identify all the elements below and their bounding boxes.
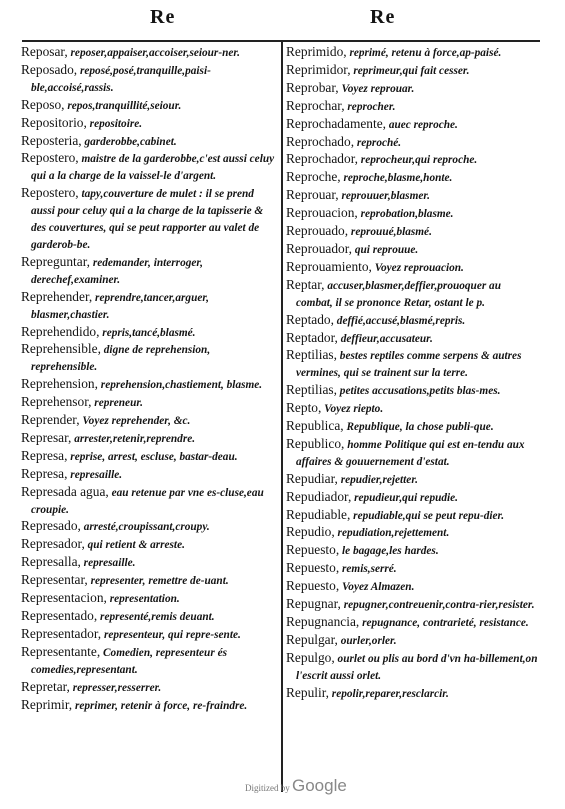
entry-headword: Repuesto, [286, 578, 340, 594]
dictionary-entry [21, 341, 278, 376]
entry-definition: reprimer, retenir à force, re-fraindre. [72, 699, 248, 712]
entry-headword: Repugnar, [286, 596, 341, 612]
dictionary-entry [21, 133, 278, 151]
entry-definition: petites accusations,petits blas-mes. [336, 385, 501, 398]
dictionary-entry [21, 679, 278, 697]
dictionary-entry [286, 312, 540, 330]
entry-definition: qui reprouue. [352, 243, 419, 256]
entry-definition: Voyez reprouar. [338, 82, 415, 95]
entry-definition: reprimé, retenu à force,ap-paisé. [346, 47, 502, 59]
entry-definition: reprouué,blasmé. [348, 226, 432, 239]
entry-headword: Repositorio, [21, 114, 87, 130]
entry-headword: Reprouamiento, [286, 258, 372, 274]
entry-headword: Reptador, [286, 329, 338, 345]
entry-headword: Repudiador, [286, 488, 352, 504]
dictionary-entry [286, 330, 540, 348]
entry-headword: Repulgo, [286, 649, 335, 665]
entry-headword: Reptilias, [286, 347, 337, 363]
dictionary-entry [21, 626, 278, 644]
column-divider [281, 40, 283, 792]
dictionary-entry [286, 382, 540, 400]
entry-definition: repreneur. [91, 397, 143, 410]
dictionary-entry [21, 115, 278, 133]
entry-headword: Republica, [286, 418, 344, 434]
dictionary-entry [21, 394, 278, 412]
entry-definition: digne de reprehension, reprehensible. [31, 344, 211, 374]
dictionary-entry [21, 254, 278, 289]
entry-definition: representer, remettre de-uant. [87, 575, 229, 588]
dictionary-entry [286, 489, 540, 507]
entry-headword: Repreguntar, [21, 253, 90, 269]
entry-definition: deffié,accusé,blasmé,repris. [333, 314, 466, 327]
dictionary-entry [286, 436, 540, 471]
entry-definition: repositoire. [86, 117, 143, 130]
dictionary-entry [286, 44, 540, 62]
entry-definition: accuser,blasmer,deffier,prouoquer au combat, il se prononce Retar, ostant le p. [296, 279, 501, 309]
entry-definition: le bagage,les hardes. [339, 545, 439, 558]
entry-definition: Comedien, representeur és comedies,representant. [31, 646, 227, 676]
entry-definition: bestes reptiles comme serpens & autres vermines, qui se trainent sur la terre. [296, 350, 522, 380]
entry-headword: Reposado, [21, 61, 78, 77]
dictionary-entry [21, 430, 278, 448]
dictionary-entry [286, 223, 540, 241]
dictionary-entry [21, 185, 278, 254]
entry-headword: Representante, [21, 643, 101, 659]
dictionary-entry [286, 685, 540, 703]
entry-definition: maistre de la garderobbe,c'est aussi celuy qui a la charge de la vaissel-le d'argent. [31, 153, 275, 183]
entry-definition: repugnance, contrarieté, resistance. [359, 617, 529, 629]
entry-headword: Reprouar, [286, 187, 339, 203]
entry-headword: Repuesto, [286, 542, 340, 558]
entry-definition: reprimeur,qui fait cesser. [350, 64, 470, 77]
dictionary-entry [286, 524, 540, 542]
entry-headword: Represado, [21, 518, 81, 534]
entry-definition: Republique, la chose publi-que. [343, 421, 494, 434]
entry-headword: Repugnancia, [286, 614, 360, 629]
entry-headword: Reptado, [286, 311, 334, 327]
entry-headword: Repudiable, [286, 506, 351, 522]
entry-headword: Repostero, [21, 185, 79, 201]
entry-definition: repudier,rejetter. [337, 473, 418, 486]
dictionary-entry [286, 614, 540, 632]
entry-headword: Repudiar, [286, 470, 338, 486]
dictionary-entry [21, 697, 278, 715]
dictionary-entry [21, 484, 278, 519]
dictionary-entry [21, 644, 278, 679]
dictionary-entry [21, 44, 278, 62]
dictionary-entry [286, 578, 540, 596]
left-column [21, 44, 278, 714]
entry-definition: repudieur,qui repudie. [351, 491, 459, 504]
entry-headword: Reprimidor, [286, 61, 351, 77]
entry-definition: Voyez Almazen. [339, 581, 415, 594]
entry-headword: Reposteria, [21, 132, 82, 148]
entry-headword: Represada agua, [21, 483, 109, 499]
dictionary-entry [21, 448, 278, 466]
entry-headword: Repulir, [286, 684, 329, 700]
dictionary-entry [21, 590, 278, 608]
entry-definition: repolir,reparer,resclarcir. [328, 687, 449, 700]
entry-headword: Reprehender, [21, 288, 93, 304]
dictionary-entry [286, 418, 540, 436]
entry-definition: reproche,blasme,honte. [340, 172, 453, 185]
entry-headword: Repulgar, [286, 631, 338, 647]
dictionary-entry [21, 554, 278, 572]
entry-headword: Representacion, [21, 590, 107, 606]
digitized-footer [245, 776, 347, 796]
entry-definition: deffieur,accusateur. [337, 332, 433, 345]
dictionary-entry [286, 80, 540, 98]
entry-definition: ourler,orler. [337, 634, 397, 647]
dictionary-entry [286, 187, 540, 205]
entry-definition: arresté,croupissant,croupy. [80, 521, 210, 534]
entry-definition: representation. [106, 593, 180, 606]
entry-definition: reprise, arrest, escluse, bastar-deau. [67, 450, 238, 463]
entry-definition: reprendre,tancer,arguer, blasmer,chastier. [31, 291, 209, 321]
dictionary-entry [21, 97, 278, 115]
entry-headword: Reprochar, [286, 97, 345, 113]
dictionary-entry [286, 507, 540, 525]
entry-headword: Reprehensible, [21, 341, 101, 357]
entry-definition: garderobbe,cabinet. [81, 135, 177, 148]
digitized-label: Digitized by [245, 783, 290, 793]
entry-headword: Reposo, [21, 96, 65, 112]
entry-definition: homme Politique qui est en-tendu aux affaires & gouuernement d'estat. [296, 438, 525, 468]
entry-headword: Representado, [21, 608, 98, 623]
entry-headword: Repretar, [21, 678, 70, 694]
dictionary-entry [21, 289, 278, 324]
dictionary-entry [21, 412, 278, 430]
entry-definition: arrester,retenir,reprendre. [71, 432, 196, 445]
entry-definition: reprobation,blasme. [357, 208, 454, 221]
dictionary-entry [21, 572, 278, 590]
dictionary-entry [286, 134, 540, 152]
dictionary-entry [21, 466, 278, 484]
dictionary-entry [21, 608, 278, 626]
entry-definition: ourlet ou plis au bord d'vn ha-billement,on l'escrit aussi orlet. [296, 652, 538, 682]
entry-definition: auec reproche. [386, 118, 458, 131]
entry-headword: Repostero, [21, 150, 79, 166]
dictionary-entry [286, 259, 540, 277]
entry-definition: repos,tranquillité,seiour. [64, 99, 182, 112]
entry-definition: reprocheur,qui reproche. [357, 154, 478, 167]
entry-headword: Represa, [21, 447, 68, 463]
entry-definition: reprouuer,blasmer. [338, 190, 430, 203]
entry-definition: repudiation,rejettement. [334, 527, 450, 540]
entry-definition: reprehension,chastiement, blasme. [97, 379, 263, 392]
dictionary-entry [286, 116, 540, 134]
entry-headword: Reprehendido, [21, 323, 100, 339]
dictionary-entry [21, 536, 278, 554]
dictionary-entry [286, 151, 540, 169]
entry-definition: representé,remis deuant. [97, 611, 215, 623]
dictionary-entry [286, 205, 540, 223]
entry-headword: Repto, [286, 400, 322, 416]
dictionary-entry [286, 277, 540, 312]
entry-headword: Represar, [21, 429, 72, 445]
left-running-header: Re [150, 6, 176, 28]
entry-headword: Reposar, [21, 44, 68, 59]
entry-definition: Voyez reprehender, &c. [79, 415, 191, 428]
entry-headword: Reproche, [286, 169, 341, 185]
entry-definition: repudiable,qui se peut repu-dier. [350, 509, 505, 522]
entry-headword: Reptar, [286, 276, 325, 292]
entry-headword: Repudio, [286, 524, 335, 540]
dictionary-entry [21, 518, 278, 536]
right-column [286, 44, 540, 703]
dictionary-entry [286, 632, 540, 650]
entry-definition: tapy,couverture de mulet : il se prend aussi pour celuy qui a la charge de la tapisserie & des couvertures, qui se peut rapporter au valet de garderob-be. [31, 188, 264, 251]
entry-headword: Reprimir, [21, 696, 73, 712]
dictionary-entry [286, 560, 540, 578]
entry-definition: represaille. [80, 557, 136, 570]
entry-headword: Reprouado, [286, 223, 349, 239]
dictionary-entry [286, 596, 540, 614]
dictionary-entry [286, 542, 540, 560]
google-logo: Google [292, 776, 347, 795]
entry-headword: Reprehensor, [21, 394, 92, 410]
right-running-header: Re [370, 6, 396, 28]
entry-definition: eau retenue par vne es-cluse,eau croupie. [31, 486, 264, 516]
entry-definition: repugner,contreuenir,contra-rier,resister. [340, 599, 535, 612]
dictionary-entry [286, 400, 540, 418]
entry-definition: reprocher. [344, 100, 396, 113]
entry-headword: Represador, [21, 536, 85, 552]
entry-headword: Reprehension, [21, 376, 98, 392]
entry-headword: Representar, [21, 572, 88, 588]
entry-headword: Reptilias, [286, 382, 337, 398]
entry-headword: Reprochadamente, [286, 115, 387, 131]
entry-headword: Reprobar, [286, 79, 339, 95]
entry-definition: Voyez reprouacion. [371, 261, 464, 274]
dictionary-entry [286, 62, 540, 80]
dictionary-entry [21, 62, 278, 97]
entry-headword: Reprender, [21, 412, 80, 428]
dictionary-entry [286, 347, 540, 382]
entry-headword: Represalla, [21, 554, 81, 570]
entry-definition: represaille. [67, 468, 123, 481]
entry-headword: Republico, [286, 435, 345, 451]
entry-headword: Reprimido, [286, 44, 347, 59]
entry-definition: remis,serré. [339, 563, 397, 576]
entry-definition: reposer,appaiser,accoiser,seiour-ner. [67, 47, 240, 59]
entry-headword: Reprouacion, [286, 205, 358, 221]
entry-definition: redemander, interroger, derechef,examiner. [31, 256, 203, 286]
dictionary-entry [21, 150, 278, 185]
dictionary-entry [21, 324, 278, 342]
entry-definition: qui retient & arreste. [84, 539, 185, 552]
entry-headword: Reprochador, [286, 151, 358, 167]
entry-definition: representeur, qui repre-sente. [101, 628, 241, 641]
entry-headword: Represa, [21, 465, 68, 481]
dictionary-entry [286, 169, 540, 187]
entry-headword: Reprochado, [286, 133, 355, 149]
dictionary-entry [286, 471, 540, 489]
entry-headword: Repuesto, [286, 560, 340, 576]
entry-definition: repris,tancé,blasmé. [99, 326, 196, 339]
entry-definition: reproché. [354, 136, 402, 149]
dictionary-entry [21, 376, 278, 394]
dictionary-entry [286, 241, 540, 259]
entry-headword: Reprouador, [286, 240, 353, 256]
dictionary-entry [286, 650, 540, 685]
entry-definition: represser,resserrer. [69, 681, 162, 694]
entry-definition: Voyez riepto. [321, 403, 384, 416]
entry-definition: reposé,posé,tranquille,paisi-ble,accoisé,rassis. [31, 64, 211, 94]
dictionary-entry [286, 98, 540, 116]
entry-headword: Representador, [21, 625, 102, 641]
